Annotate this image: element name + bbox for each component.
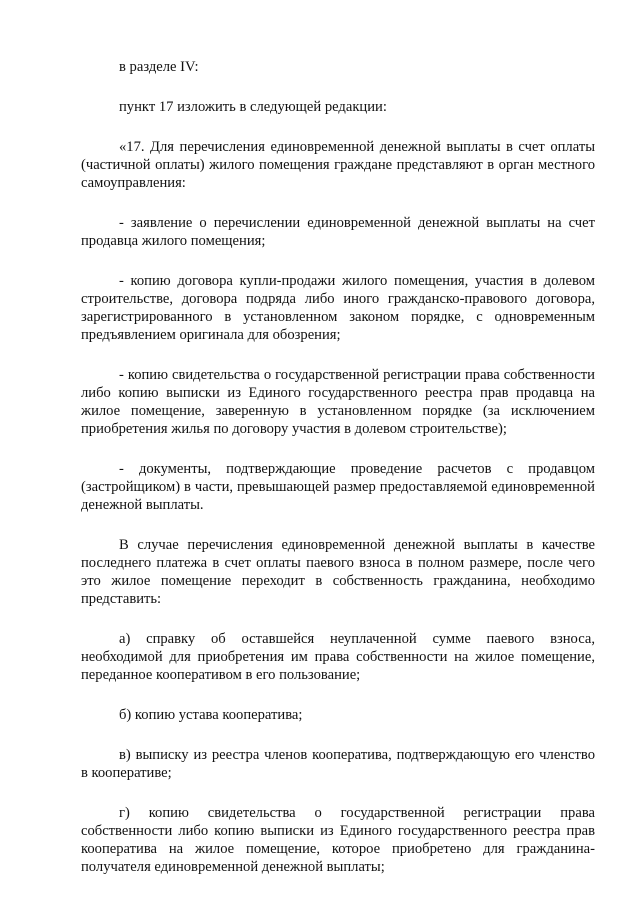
document-page	[81, 58, 595, 898]
list-item-b: б) копию устава кооператива;	[119, 707, 303, 723]
list-item-g: г) копию свидетельства о государственной регистрации права собственности либо копию выписки из Единого государственного реестра прав кооператива на жилое помещение, которое приобретено для гражданина-получателя единовременной денежной выплаты;	[81, 805, 595, 875]
list-item-v: в) выписку из реестра членов кооператива, подтверждающую его членство в кооперативе;	[81, 747, 595, 781]
paragraph-item-17: «17. Для перечисления единовременной денежной выплаты в счет оплаты (частичной оплаты) жилого помещения граждане представляют в орган местного самоуправления:	[81, 139, 595, 191]
list-item-application: - заявление о перечислении единовременной денежной выплаты на счет продавца жилого помещения;	[81, 215, 595, 249]
list-item-contract-copy: - копию договора купли-продажи жилого помещения, участия в долевом строительстве, договора подряда либо иного гражданско-правового договора, зарегистрированного в установленном законом порядке, с одновременным предъявлением оригинала для обозрения;	[81, 273, 595, 343]
paragraph-cooperative-case: В случае перечисления единовременной денежной выплаты в качестве последнего платежа в счет оплаты паевого взноса в полном размере, после чего это жилое помещение переходит в собственность гражданина, необходимо представить:	[81, 537, 595, 607]
list-item-a: а) справку об оставшейся неуплаченной сумме паевого взноса, необходимой для приобретения им права собственности на жилое помещение, переданное кооперативом в его пользование;	[81, 631, 595, 683]
list-item-certificate-copy: - копию свидетельства о государственной регистрации права собственности либо копию выписки из Единого государственного реестра прав продавца на жилое помещение, заверенную в установленном порядке (за исключением приобретения жилья по договору участия в долевом строительстве);	[81, 367, 595, 437]
list-item-payment-documents: - документы, подтверждающие проведение расчетов с продавцом (застройщиком) в части, превышающей размер предоставляемой единовременной денежной выплаты.	[81, 461, 595, 513]
section-heading: в разделе IV:	[119, 59, 199, 75]
paragraph-instruction: пункт 17 изложить в следующей редакции:	[119, 99, 387, 115]
